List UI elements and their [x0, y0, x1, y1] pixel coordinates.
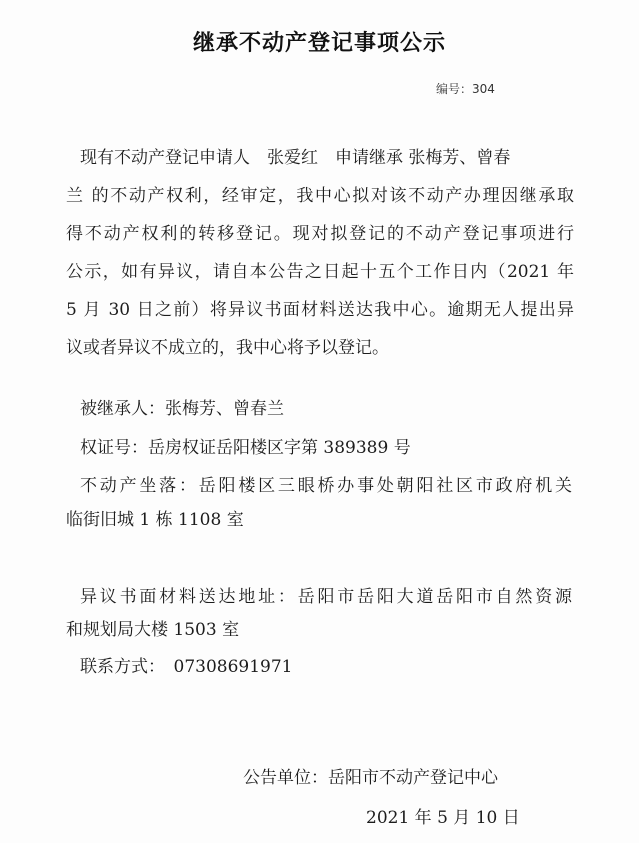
objection-address-line-2: 和规划局大楼 1503 室	[66, 620, 240, 640]
body-line-4: 公示，如有异议，请自本公告之日起十五个工作日内（2021 年	[66, 262, 574, 282]
issuer-line: 公告单位：岳阳市不动产登记中心	[243, 768, 498, 788]
objection-address-line-1: 异议书面材料送达地址：岳阳市岳阳大道岳阳市自然资源	[80, 587, 572, 607]
body-line-5: 5 月 30 日之前）将异议书面材料送达我中心。逾期无人提出异	[66, 300, 574, 320]
body-line-2: 兰 的不动产权利，经审定，我中心拟对该不动产办理因继承取	[66, 186, 574, 206]
body-line-3: 得不动产权利的转移登记。现对拟登记的不动产登记事项进行	[66, 224, 574, 244]
location-line-2: 临街旧城 1 栋 1108 室	[66, 510, 244, 530]
body-line-6: 议或者异议不成立的，我中心将予以登记。	[66, 338, 389, 358]
certificate-line: 权证号：岳房权证岳阳楼区字第 389389 号	[80, 438, 411, 458]
decedent-line: 被继承人：张梅芳、曾春兰	[80, 399, 284, 419]
contact-line: 联系方式： 07308691971	[80, 657, 293, 677]
body-line-1: 现有不动产登记申请人 张爱红 申请继承 张梅芳、曾春	[80, 148, 511, 168]
document-title: 继承不动产登记事项公示	[192, 31, 446, 56]
location-line-1: 不动产坐落：岳阳楼区三眼桥办事处朝阳社区市政府机关	[80, 476, 572, 496]
document-number: 编号：304	[436, 82, 495, 96]
date-line: 2021 年 5 月 10 日	[366, 808, 520, 828]
